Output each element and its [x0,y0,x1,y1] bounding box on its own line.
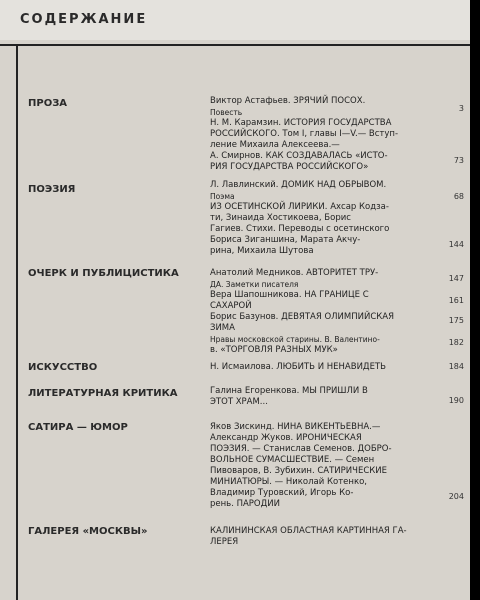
section-entries-criticism [210,386,442,408]
entry-line: КАЛИНИНСКАЯ ОБЛАСТНАЯ КАРТИННАЯ ГА- [210,526,407,536]
entry-line: Яков Зискинд. НИНА ВИКЕНТЬЕВНА.— [210,422,381,432]
entry-line: Галина Егоренкова. МЫ ПРИШЛИ В [210,386,368,396]
page-number: 144 [448,240,464,249]
entry-line: Бориса Зиганшина, Марата Акчу- [210,235,361,245]
left-rule [16,44,18,600]
entry-line: Александр Жуков. ИРОНИЧЕСКАЯ [210,433,362,443]
entry-line: ление Михаила Алексеева.— [210,140,340,150]
page-number: 175 [448,316,464,325]
entry-line: САХАРОЙ [210,301,252,311]
section-heading-essay: ОЧЕРК И ПУБЛИЦИСТИКА [28,268,179,279]
page-number: 147 [448,274,464,283]
entry-line: Анатолий Медников. АВТОРИТЕТ ТРУ- [210,268,379,278]
page-number-column [440,0,470,600]
entry-line: ПОЭЗИЯ. — Станислав Семенов. ДОБРО- [210,444,392,454]
entry-line: РИЯ ГОСУДАРСТВА РОССИЙСКОГО» [210,162,369,172]
page-number: 68 [453,192,464,201]
section-heading-poetry: ПОЭЗИЯ [28,184,76,195]
section-entries-gallery [210,526,442,548]
section-heading-prose: ПРОЗА [28,98,68,109]
entry-line: ти, Зинаида Хостикоева, Борис [210,213,351,223]
entry-line: рень. ПАРОДИИ [210,499,280,509]
page-number: 3 [458,104,464,113]
entry-line: в. «ТОРГОВЛЯ РАЗНЫХ МУК» [210,345,338,355]
page-number: 184 [448,362,464,371]
section-entries-essay [210,268,442,356]
entry-line: Виктор Астафьев. ЗРЯЧИЙ ПОСОХ. [210,96,366,106]
entry-line: ВОЛЬНОЕ СУМАСШЕСТВИЕ. — Семен [210,455,375,465]
entry-line: Гагиев. Стихи. Переводы с осетинского [210,224,390,234]
entry-line: Борис Базунов. ДЕВЯТАЯ ОЛИМПИЙСКАЯ [210,312,395,322]
page-number: 182 [448,338,464,347]
entry-line: Владимир Туровский, Игорь Ко- [210,488,354,498]
entry-line: Вера Шапошникова. НА ГРАНИЦЕ С [210,290,369,300]
entry-line: Пивоваров, В. Зубихин. САТИРИЧЕСКИЕ [210,466,388,476]
entry-line: Н. М. Карамзин. ИСТОРИЯ ГОСУДАРСТВА [210,118,392,128]
page-title: СОДЕРЖАНИЕ [20,12,148,27]
entry-line: Поэма [210,192,235,201]
top-rule [0,44,470,46]
entry-line: ЗИМА [210,323,235,333]
section-entries-satire [210,422,442,510]
entry-line: рина, Михаила Шутова [210,246,314,256]
entry-line: Л. Лавлинский. ДОМИК НАД ОБРЫВОМ. [210,180,387,190]
entry-line: РОССИЙСКОГО. Том I, главы I—V.— Вступ- [210,129,399,139]
entry-line: Повесть [210,108,243,117]
entry-line: ИЗ ОСЕТИНСКОЙ ЛИРИКИ. Ахсар Кодза- [210,202,389,212]
entry-line: Нравы московской старины. В. Валентино- [210,335,380,344]
section-heading-satire: САТИРА — ЮМОР [28,422,128,433]
entry-line: ЛЕРЕЯ [210,537,239,547]
entry-line: А. Смирнов. КАК СОЗДАВАЛАСЬ «ИСТО- [210,151,388,161]
section-entries-poetry [210,180,442,257]
entry-line: ЭТОТ ХРАМ... [210,397,268,407]
section-entries-prose [210,96,442,173]
page-number: 73 [453,156,464,165]
page-number: 190 [448,396,464,405]
entry-line: Н. Исмаилова. ЛЮБИТЬ И НЕНАВИДЕТЬ [210,362,386,372]
section-entries-art [210,362,442,373]
entry-line: МИНИАТЮРЫ. — Николай Котенко, [210,477,367,487]
section-heading-criticism: ЛИТЕРАТУРНАЯ КРИТИКА [28,388,178,399]
section-heading-art: ИСКУССТВО [28,362,98,373]
section-heading-gallery: ГАЛЕРЕЯ «МОСКВЫ» [28,526,148,537]
page-number: 204 [448,492,464,501]
page-number: 161 [448,296,464,305]
entry-line: ДА. Заметки писателя [210,280,299,289]
